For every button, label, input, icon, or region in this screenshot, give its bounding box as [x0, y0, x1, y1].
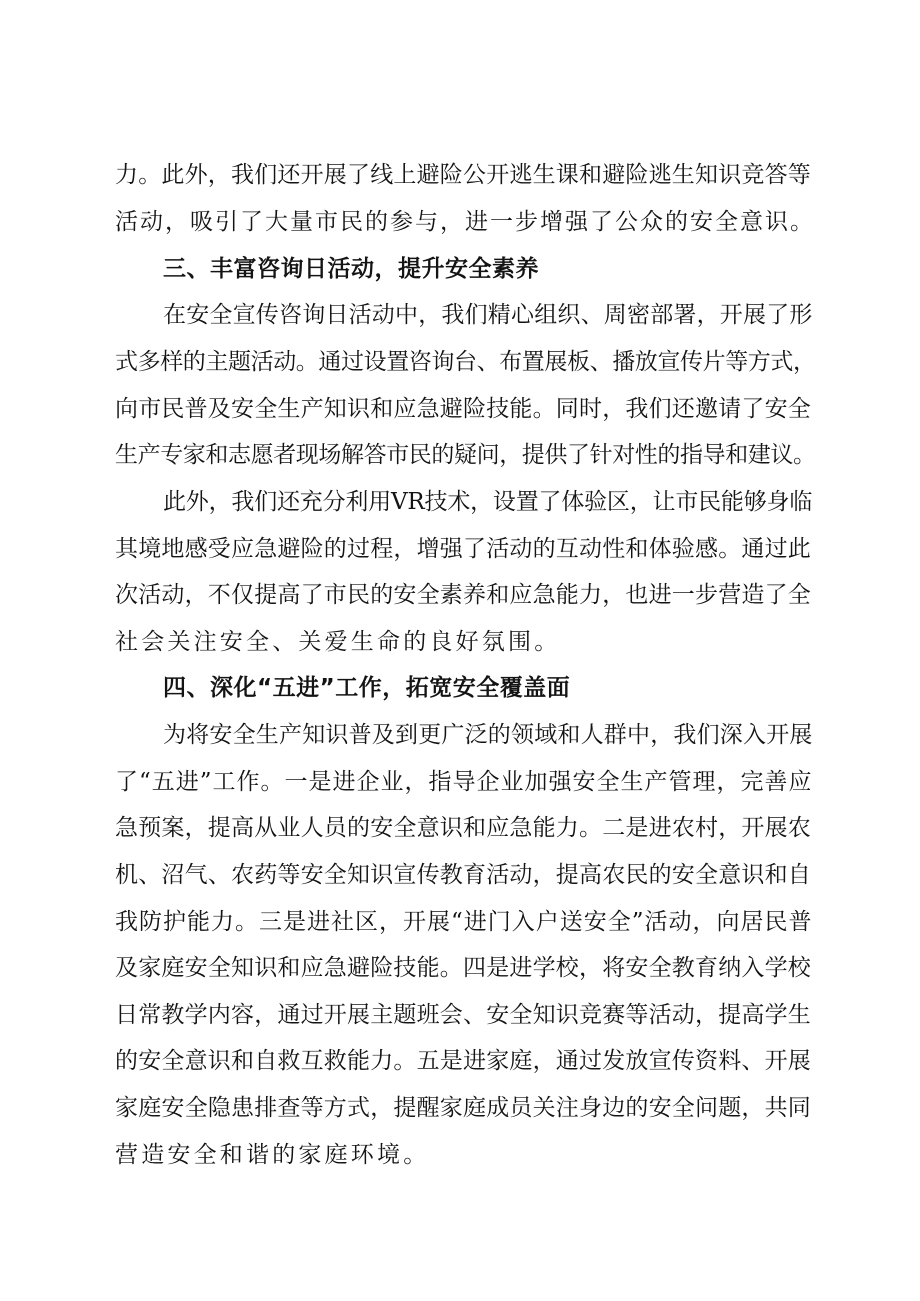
body-text-line: 其境地感受应急避险的过程，增强了活动的互动性和体验感。通过此 [115, 536, 811, 562]
section-heading-4: 四、深化“五进”工作，拓宽安全覆盖面 [163, 675, 571, 701]
body-text-line: 急预案，提高从业人员的安全意识和应急能力。二是进农村，开展农 [115, 815, 811, 841]
body-text-line: 次活动，不仅提高了市民的安全素养和应急能力，也进一步营造了全 [115, 582, 811, 608]
body-text-line: 家庭安全隐患排查等方式，提醒家庭成员关注身边的安全问题，共同 [115, 1095, 811, 1121]
body-text-line: 的安全意识和自救互救能力。五是进家庭，通过发放宣传资料、开展 [115, 1048, 811, 1074]
body-text-line: 日常教学内容，通过开展主题班会、安全知识竞赛等活动，提高学生 [115, 1002, 811, 1028]
section-heading-3: 三、丰富咨询日活动，提升安全素养 [163, 256, 539, 282]
body-text-line: 力。此外，我们还开展了线上避险公开逃生课和避险逃生知识竞答等 [115, 162, 811, 188]
body-text-line: 为将安全生产知识普及到更广泛的领域和人群中，我们深入开展 [163, 722, 813, 748]
body-text-line: 在安全宣传咨询日活动中，我们精心组织、周密部署，开展了形 [163, 302, 813, 328]
body-text-line: 了“五进”工作。一是进企业，指导企业加强安全生产管理，完善应 [115, 769, 813, 795]
body-text-line: 式多样的主题活动。通过设置咨询台、布置展板、播放宣传片等方式， [115, 349, 816, 375]
body-text-line: 此外，我们还充分利用VR技术，设置了体验区，让市民能够身临 [163, 489, 813, 515]
body-text-line: 社会关注安全、关爱生命的良好氛围。 [115, 629, 561, 655]
body-text-line: 营造安全和谐的家庭环境。 [115, 1142, 430, 1168]
body-text-line: 向市民普及安全生产知识和应急避险技能。同时，我们还邀请了安全 [115, 396, 811, 422]
body-text-line: 及家庭安全知识和应急避险技能。四是进学校，将安全教育纳入学校 [115, 955, 811, 981]
body-text-line: 我防护能力。三是进社区，开展“进门入户送安全”活动，向居民普 [115, 909, 813, 935]
body-text-line: 生产专家和志愿者现场解答市民的疑问，提供了针对性的指导和建议。 [115, 442, 816, 468]
body-text-line: 机、沼气、农药等安全知识宣传教育活动，提高农民的安全意识和自 [115, 862, 811, 888]
body-text-line: 活动，吸引了大量市民的参与，进一步增强了公众的安全意识。 [115, 209, 815, 235]
